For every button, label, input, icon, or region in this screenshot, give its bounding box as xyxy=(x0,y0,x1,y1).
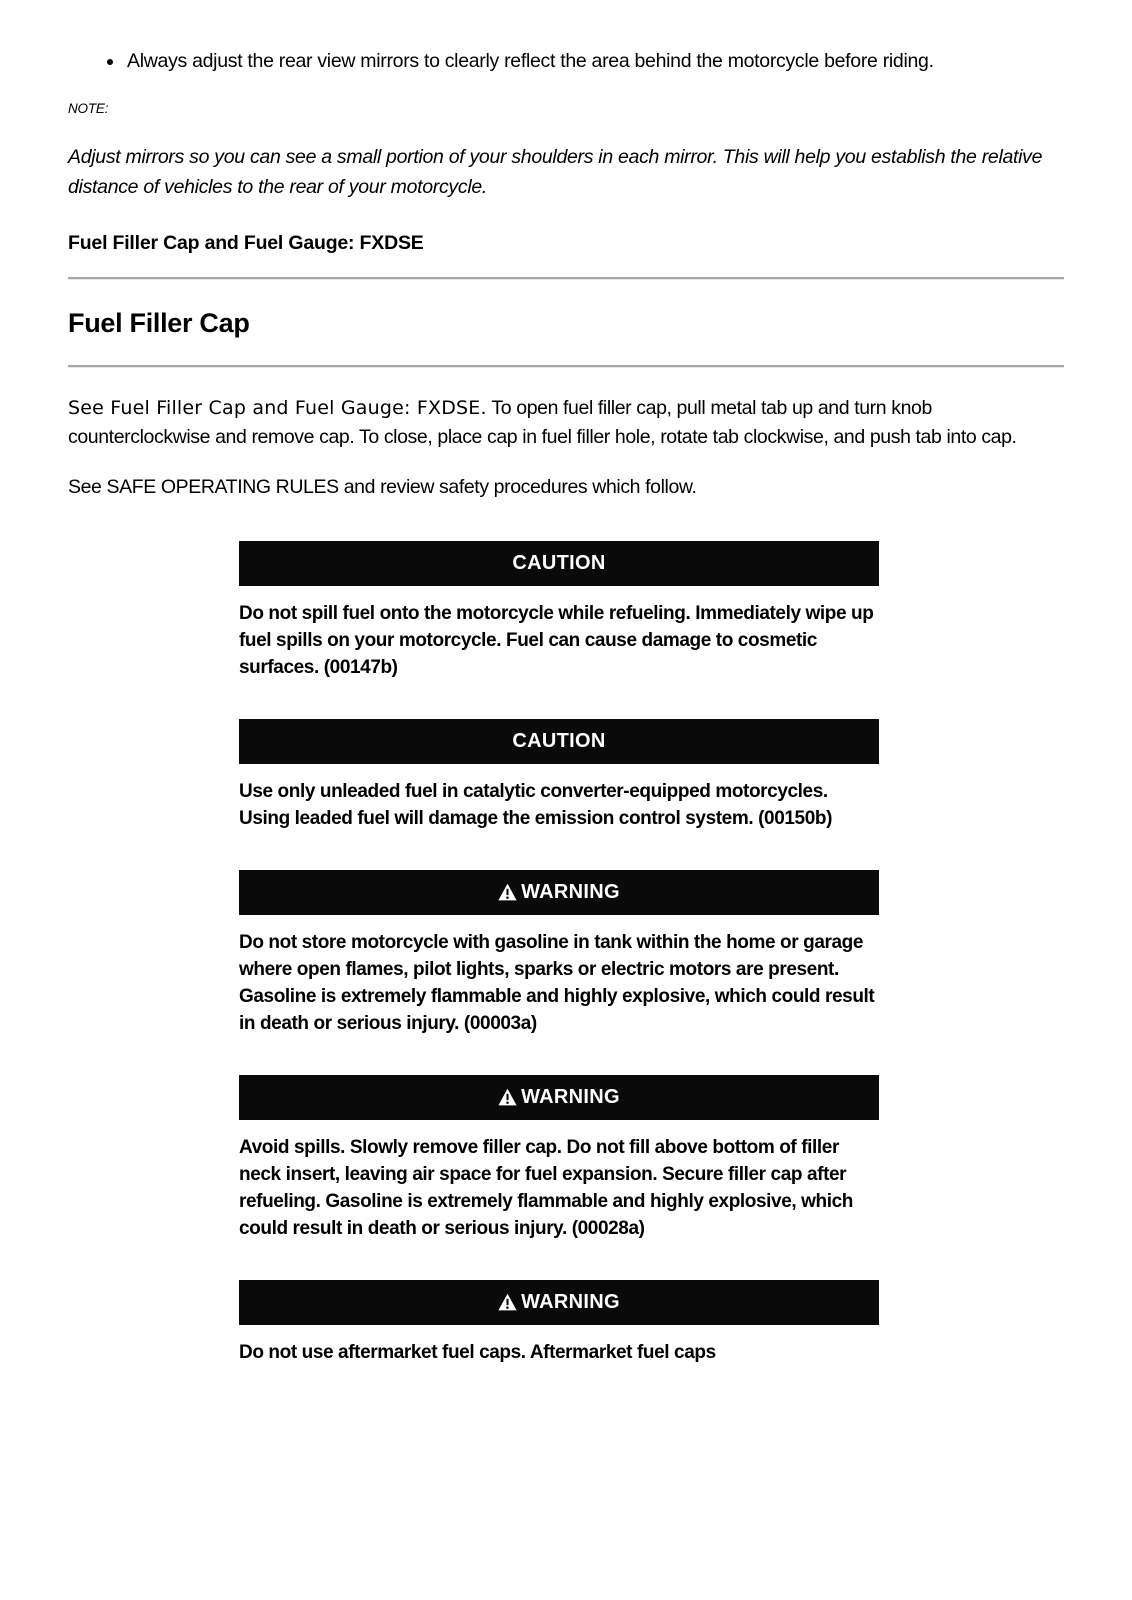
warning-banner-label: WARNING xyxy=(521,881,620,903)
warning-triangle-icon xyxy=(498,883,517,901)
caution-banner-label: CAUTION xyxy=(512,730,606,752)
warning-banner xyxy=(239,870,879,915)
warning-triangle-icon xyxy=(498,1088,517,1106)
note-label: NOTE: xyxy=(68,101,109,116)
caution-banner-label: CAUTION xyxy=(512,552,606,574)
manual-page xyxy=(68,0,1064,1366)
warning-banner-label: WARNING xyxy=(521,1086,620,1108)
page-title: Fuel Filler Cap xyxy=(68,308,250,338)
warning-block xyxy=(239,1075,879,1242)
section-subheading: Fuel Filler Cap and Fuel Gauge: FXDSE xyxy=(68,232,424,254)
notice-list xyxy=(239,541,879,1366)
caution-banner xyxy=(239,719,879,764)
cross-reference-text: See Fuel Filler Cap and Fuel Gauge: FXDSE. xyxy=(68,397,487,419)
warning-banner xyxy=(239,1075,879,1120)
warning-text: Avoid spills. Slowly remove filler cap. Do not fill above bottom of filler neck insert, leaving air space for fuel expansion. Secure filler cap after refueling. Gasoline is extremely flammable and highly explosive, which could result in death or serious injury. (00028a) xyxy=(239,1137,853,1239)
warning-banner xyxy=(239,1280,879,1325)
caution-banner xyxy=(239,541,879,586)
caution-block xyxy=(239,541,879,681)
intro-paragraph-text: To open fuel filler cap, pull metal tab up and turn knob counterclockwise and remove cap. To close, place cap in fuel filler hole, rotate tab clockwise, and push tab into cap. xyxy=(68,397,1017,448)
warning-text: Do not use aftermarket fuel caps. Aftermarket fuel caps xyxy=(239,1342,716,1363)
warning-block xyxy=(239,870,879,1037)
bullet-item-mirrors: • Always adjust the rear view mirrors to clearly reflect the area behind the motorcycle before riding. xyxy=(125,46,1064,77)
caution-block xyxy=(239,719,879,832)
caution-text: Use only unleaded fuel in catalytic converter-equipped motorcycles. Using leaded fuel will damage the emission control system. (00150b) xyxy=(239,781,832,829)
note-text: Adjust mirrors so you can see a small portion of your shoulders in each mirror. This will help you establish the relative distance of vehicles to the rear of your motorcycle. xyxy=(68,146,1043,198)
intro-paragraph xyxy=(68,394,1064,452)
horizontal-rule xyxy=(68,277,1064,280)
warning-triangle-icon xyxy=(498,1293,517,1311)
horizontal-rule xyxy=(68,365,1064,368)
warning-text: Do not store motorcycle with gasoline in tank within the home or garage where open flames, pilot lights, sparks or electric motors are present. Gasoline is extremely flammable and highly explosive, which could result in death or serious injury. (00003a) xyxy=(239,932,875,1034)
safe-rules-paragraph: See SAFE OPERATING RULES and review safety procedures which follow. xyxy=(68,476,697,498)
safety-bullet-list xyxy=(68,46,1064,77)
warning-banner-label: WARNING xyxy=(521,1291,620,1313)
caution-text: Do not spill fuel onto the motorcycle while refueling. Immediately wipe up fuel spills on your motorcycle. Fuel can cause damage to cosmetic surfaces. (00147b) xyxy=(239,603,874,678)
warning-block xyxy=(239,1280,879,1366)
